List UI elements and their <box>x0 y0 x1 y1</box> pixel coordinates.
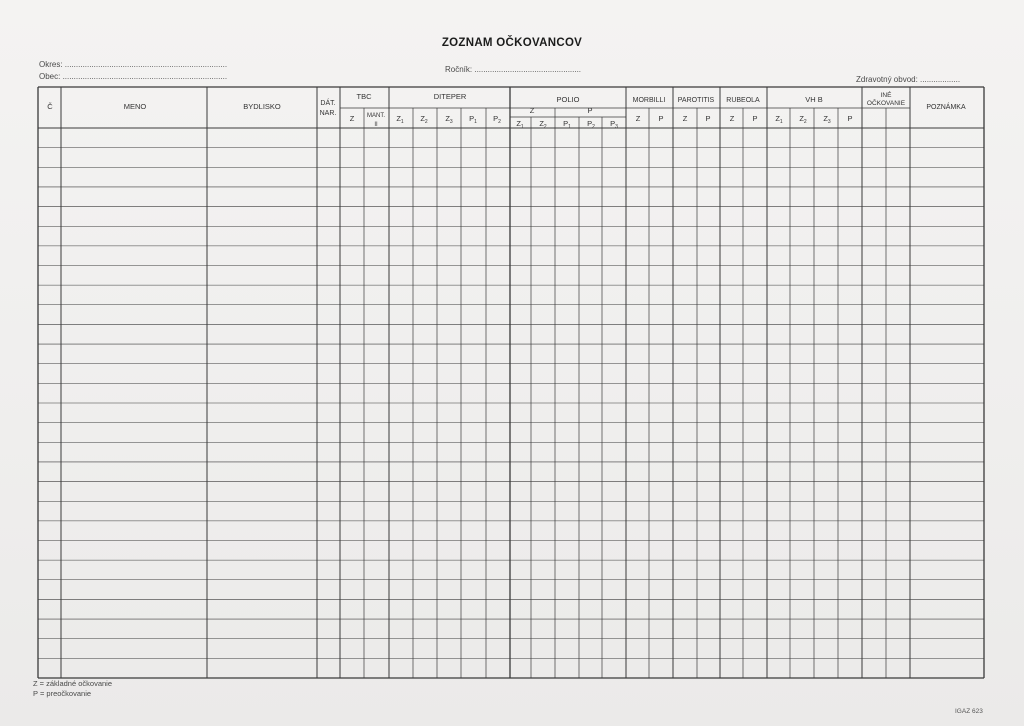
form-code: IGAZ 623 <box>955 708 983 715</box>
legend-p: P = preočkovanie <box>33 689 92 698</box>
header-nar: NAR. <box>319 110 337 117</box>
header-ockovanie: OČKOVANIE <box>866 100 906 107</box>
header-tbc: TBC <box>356 92 372 101</box>
header-tbc-mant: MANT. <box>367 113 385 119</box>
header-diteper-z2: $Z_2$ <box>420 114 428 125</box>
header-vhb-z3: $Z_3$ <box>823 114 831 125</box>
header-vhb-z2: $Z_2$ <box>799 114 807 125</box>
header-vhb-p: P <box>847 114 853 123</box>
zdravotny-obvod-field: Zdravotný obvod: .................. <box>856 75 961 84</box>
header-polio-z2: $Z_2$ <box>539 119 547 130</box>
header-parotitis: PAROTITIS <box>677 97 715 104</box>
header-polio-p: P <box>587 106 593 115</box>
header-diteper-z1: $Z_1$ <box>396 114 404 125</box>
header-tbc-ii: II <box>374 122 378 128</box>
header-dat: DÁT. <box>320 100 336 107</box>
okres-field: Okres: ......................................................................... <box>39 60 228 69</box>
header-polio-p3: $P_3$ <box>610 119 618 130</box>
header-rubeola: RUBEOLA <box>726 97 760 104</box>
header-c: Č <box>47 102 53 111</box>
header-parotitis-p: P <box>705 114 711 123</box>
legend-z: Z = základné očkovanie <box>33 679 113 688</box>
header-diteper-p2: $P_2$ <box>493 114 501 125</box>
header-poznamka: POZNÁMKA <box>926 104 966 111</box>
obec-field: Obec: .......................................................................... <box>39 72 228 81</box>
page-title: ZOZNAM OČKOVANCOV <box>441 37 583 49</box>
header-bydlisko: BYDLISKO <box>243 102 281 111</box>
header-ine: INÉ <box>880 92 892 99</box>
header-polio: POLIO <box>556 95 580 104</box>
header-vhb: VH B <box>805 95 823 104</box>
header-diteper-p1: $P_1$ <box>469 114 477 125</box>
header-diteper: DITEPER <box>433 92 467 101</box>
header-morbilli-p: P <box>658 114 664 123</box>
header-rubeola-p: P <box>752 114 758 123</box>
header-meno: MENO <box>123 102 147 111</box>
header-tbc-z: Z <box>349 114 355 123</box>
header-morbilli: MORBILLI <box>632 97 666 104</box>
header-parotitis-z: Z <box>682 114 688 123</box>
header-polio-p1: $P_1$ <box>563 119 571 130</box>
header-polio-z1: $Z_1$ <box>516 119 524 130</box>
header-diteper-z3: $Z_3$ <box>445 114 453 125</box>
rocnik-field: Ročník: ................................................ <box>445 65 582 74</box>
header-polio-p2: $P_2$ <box>587 119 595 130</box>
header-rubeola-z: Z <box>729 114 735 123</box>
header-vhb-z1: $Z_1$ <box>775 114 783 125</box>
header-polio-z: Z <box>529 106 535 115</box>
header-morbilli-z: Z <box>635 114 641 123</box>
